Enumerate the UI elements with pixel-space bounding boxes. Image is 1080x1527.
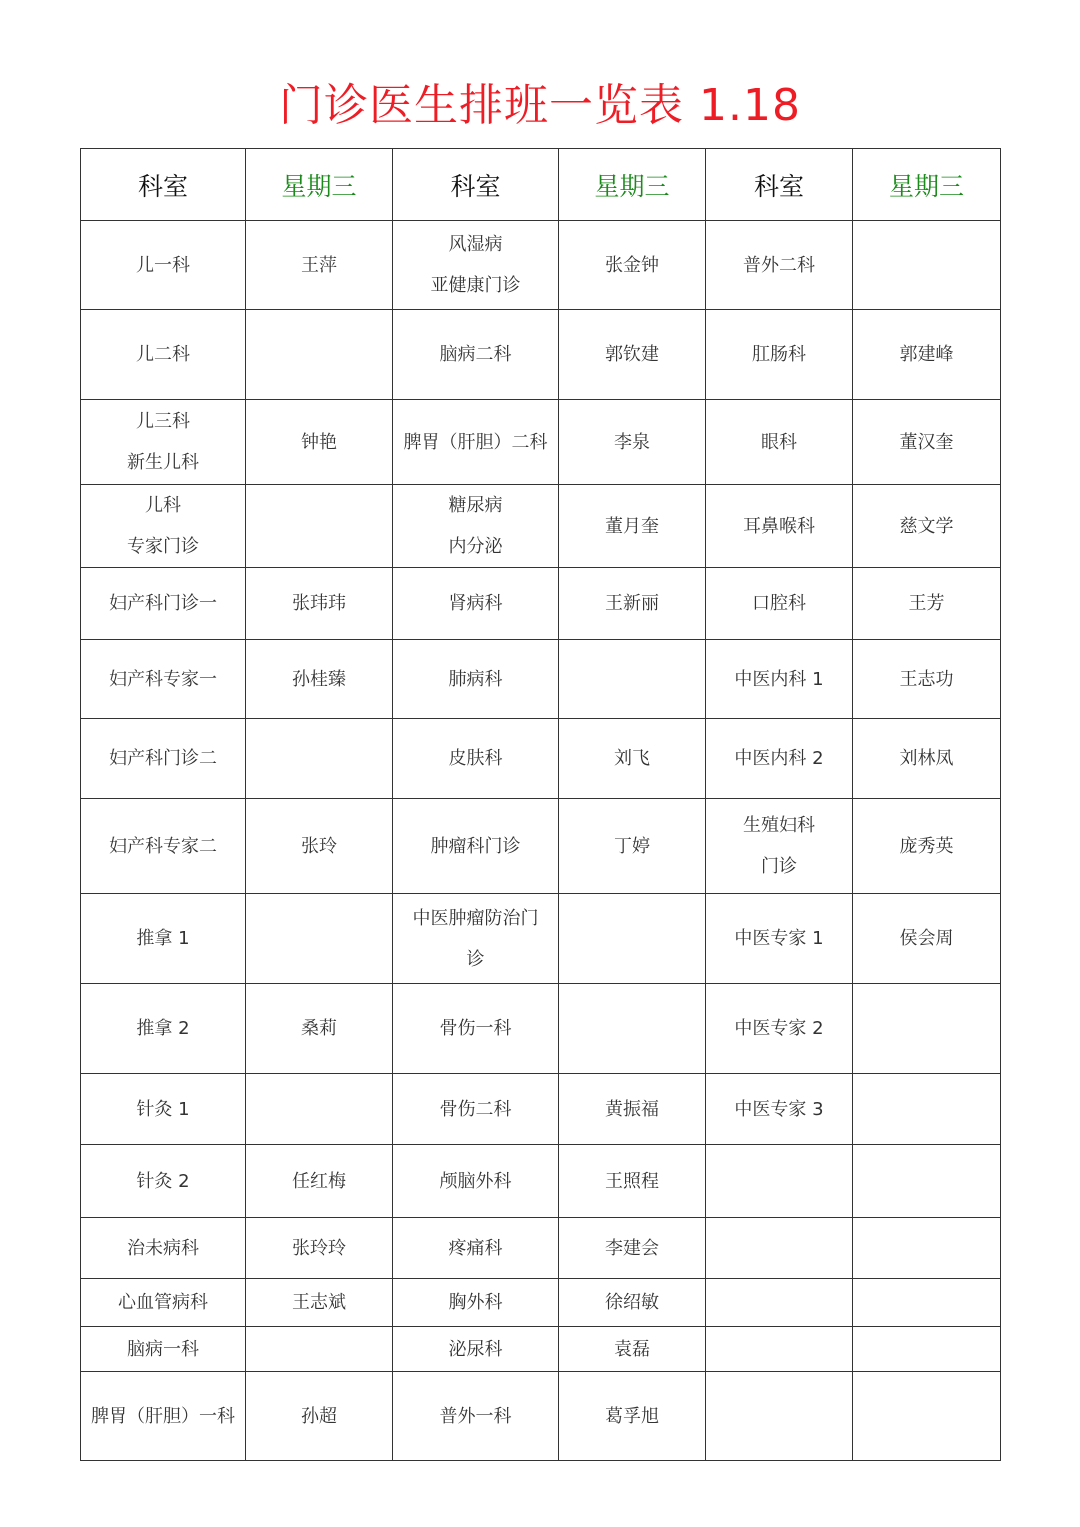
dept-cell: 中医肿瘤防治门 诊 bbox=[393, 894, 559, 984]
table-row bbox=[81, 568, 1001, 640]
header-dept-3: 科室 bbox=[706, 149, 853, 221]
doctor-cell: 慈文学 bbox=[853, 485, 1001, 568]
dept-cell: 针灸 2 bbox=[81, 1145, 246, 1218]
dept-cell: 皮肤科 bbox=[393, 719, 559, 799]
dept-cell: 疼痛科 bbox=[393, 1218, 559, 1279]
doctor-cell: 王萍 bbox=[246, 221, 393, 310]
doctor-cell bbox=[559, 640, 706, 719]
dept-cell: 肿瘤科门诊 bbox=[393, 799, 559, 894]
doctor-cell: 孙桂臻 bbox=[246, 640, 393, 719]
dept-cell: 风湿病 亚健康门诊 bbox=[393, 221, 559, 310]
doctor-cell bbox=[853, 1145, 1001, 1218]
doctor-cell: 徐绍敏 bbox=[559, 1279, 706, 1327]
dept-cell: 脾胃（肝胆）二科 bbox=[393, 400, 559, 485]
header-dept-2: 科室 bbox=[393, 149, 559, 221]
dept-cell: 肛肠科 bbox=[706, 310, 853, 400]
dept-cell: 肾病科 bbox=[393, 568, 559, 640]
doctor-cell: 王新丽 bbox=[559, 568, 706, 640]
dept-cell: 妇产科专家一 bbox=[81, 640, 246, 719]
doctor-cell: 董月奎 bbox=[559, 485, 706, 568]
dept-cell: 眼科 bbox=[706, 400, 853, 485]
doctor-cell bbox=[246, 1074, 393, 1145]
doctor-cell: 王志斌 bbox=[246, 1279, 393, 1327]
table-row bbox=[81, 640, 1001, 719]
doctor-cell: 王志功 bbox=[853, 640, 1001, 719]
table-row bbox=[81, 719, 1001, 799]
table-row bbox=[81, 1279, 1001, 1327]
table-row bbox=[81, 1218, 1001, 1279]
table-row bbox=[81, 894, 1001, 984]
dept-cell: 儿三科 新生儿科 bbox=[81, 400, 246, 485]
doctor-cell: 李泉 bbox=[559, 400, 706, 485]
dept-cell: 泌尿科 bbox=[393, 1327, 559, 1372]
dept-cell: 耳鼻喉科 bbox=[706, 485, 853, 568]
doctor-cell bbox=[559, 984, 706, 1074]
doctor-cell: 葛孚旭 bbox=[559, 1372, 706, 1461]
doctor-cell: 刘飞 bbox=[559, 719, 706, 799]
doctor-cell: 桑莉 bbox=[246, 984, 393, 1074]
doctor-cell: 侯会周 bbox=[853, 894, 1001, 984]
table-row bbox=[81, 400, 1001, 485]
table-row bbox=[81, 1074, 1001, 1145]
table-row bbox=[81, 1372, 1001, 1461]
dept-cell bbox=[706, 1372, 853, 1461]
dept-cell: 妇产科专家二 bbox=[81, 799, 246, 894]
doctor-cell: 张玮玮 bbox=[246, 568, 393, 640]
doctor-cell bbox=[853, 1218, 1001, 1279]
dept-cell: 针灸 1 bbox=[81, 1074, 246, 1145]
page-title: 门诊医生排班一览表 1.18 bbox=[279, 80, 801, 131]
dept-cell: 中医专家 3 bbox=[706, 1074, 853, 1145]
doctor-cell: 李建会 bbox=[559, 1218, 706, 1279]
dept-cell bbox=[706, 1327, 853, 1372]
header-day-3: 星期三 bbox=[853, 149, 1001, 221]
dept-cell: 妇产科门诊二 bbox=[81, 719, 246, 799]
dept-cell: 中医专家 1 bbox=[706, 894, 853, 984]
header-day-2: 星期三 bbox=[559, 149, 706, 221]
table-row bbox=[81, 485, 1001, 568]
dept-cell: 脑病一科 bbox=[81, 1327, 246, 1372]
table-row bbox=[81, 799, 1001, 894]
dept-cell: 骨伤二科 bbox=[393, 1074, 559, 1145]
doctor-cell: 董汉奎 bbox=[853, 400, 1001, 485]
dept-cell: 骨伤一科 bbox=[393, 984, 559, 1074]
dept-cell bbox=[706, 1279, 853, 1327]
schedule-table bbox=[80, 148, 1001, 1461]
doctor-cell bbox=[853, 984, 1001, 1074]
doctor-cell bbox=[246, 894, 393, 984]
doctor-cell: 孙超 bbox=[246, 1372, 393, 1461]
doctor-cell bbox=[853, 221, 1001, 310]
dept-cell: 妇产科门诊一 bbox=[81, 568, 246, 640]
doctor-cell bbox=[853, 1074, 1001, 1145]
table-row bbox=[81, 1145, 1001, 1218]
dept-cell: 脾胃（肝胆）一科 bbox=[81, 1372, 246, 1461]
dept-cell: 推拿 2 bbox=[81, 984, 246, 1074]
header-day-1: 星期三 bbox=[246, 149, 393, 221]
doctor-cell bbox=[246, 719, 393, 799]
header-row bbox=[81, 149, 1001, 221]
dept-cell: 肺病科 bbox=[393, 640, 559, 719]
doctor-cell: 黄振福 bbox=[559, 1074, 706, 1145]
dept-cell: 中医专家 2 bbox=[706, 984, 853, 1074]
dept-cell: 口腔科 bbox=[706, 568, 853, 640]
doctor-cell bbox=[853, 1372, 1001, 1461]
table-row bbox=[81, 1327, 1001, 1372]
dept-cell bbox=[706, 1218, 853, 1279]
dept-cell: 儿科 专家门诊 bbox=[81, 485, 246, 568]
doctor-cell: 庞秀英 bbox=[853, 799, 1001, 894]
doctor-cell bbox=[853, 1327, 1001, 1372]
doctor-cell: 王芳 bbox=[853, 568, 1001, 640]
dept-cell: 儿二科 bbox=[81, 310, 246, 400]
dept-cell: 儿一科 bbox=[81, 221, 246, 310]
table-row bbox=[81, 221, 1001, 310]
doctor-cell: 钟艳 bbox=[246, 400, 393, 485]
table-row bbox=[81, 310, 1001, 400]
doctor-cell: 郭建峰 bbox=[853, 310, 1001, 400]
dept-cell: 糖尿病 内分泌 bbox=[393, 485, 559, 568]
doctor-cell: 袁磊 bbox=[559, 1327, 706, 1372]
dept-cell: 治未病科 bbox=[81, 1218, 246, 1279]
dept-cell: 生殖妇科 门诊 bbox=[706, 799, 853, 894]
doctor-cell bbox=[559, 894, 706, 984]
doctor-cell: 张金钟 bbox=[559, 221, 706, 310]
header-dept-1: 科室 bbox=[81, 149, 246, 221]
dept-cell: 脑病二科 bbox=[393, 310, 559, 400]
doctor-cell bbox=[246, 310, 393, 400]
doctor-cell: 丁婷 bbox=[559, 799, 706, 894]
doctor-cell bbox=[853, 1279, 1001, 1327]
dept-cell: 普外二科 bbox=[706, 221, 853, 310]
dept-cell: 胸外科 bbox=[393, 1279, 559, 1327]
doctor-cell: 郭钦建 bbox=[559, 310, 706, 400]
doctor-cell: 王照程 bbox=[559, 1145, 706, 1218]
doctor-cell: 任红梅 bbox=[246, 1145, 393, 1218]
doctor-cell: 张玲 bbox=[246, 799, 393, 894]
dept-cell: 中医内科 2 bbox=[706, 719, 853, 799]
dept-cell: 普外一科 bbox=[393, 1372, 559, 1461]
doctor-cell: 张玲玲 bbox=[246, 1218, 393, 1279]
dept-cell bbox=[706, 1145, 853, 1218]
doctor-cell bbox=[246, 1327, 393, 1372]
dept-cell: 颅脑外科 bbox=[393, 1145, 559, 1218]
table-row bbox=[81, 984, 1001, 1074]
doctor-cell bbox=[246, 485, 393, 568]
dept-cell: 推拿 1 bbox=[81, 894, 246, 984]
dept-cell: 中医内科 1 bbox=[706, 640, 853, 719]
dept-cell: 心血管病科 bbox=[81, 1279, 246, 1327]
doctor-cell: 刘林凤 bbox=[853, 719, 1001, 799]
